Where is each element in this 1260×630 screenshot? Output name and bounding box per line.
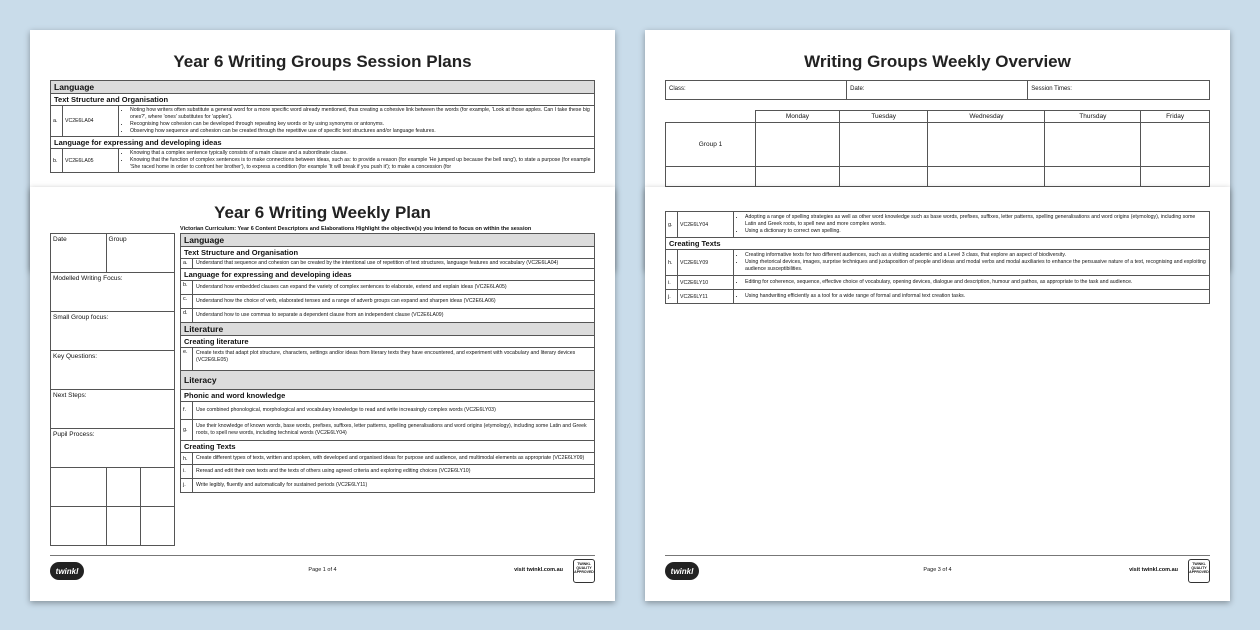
page-footer [50, 555, 595, 585]
grid-cell[interactable] [106, 468, 140, 507]
key-questions-field[interactable]: Key Questions: [51, 351, 175, 390]
pupil-process-field[interactable]: Pupil Process: [51, 429, 175, 468]
group-1-label: Group 1 [666, 123, 756, 167]
cell[interactable] [756, 123, 840, 167]
table-row[interactable]: g. Use their knowledge of known words, base words, prefixes, suffixes, letter patterns, spelling generalisations and word origins (etymology), including some Latin and Greek roots, to spell new words, including technical words (VC2E6LY04) [181, 420, 595, 441]
session-plans-table [50, 80, 595, 173]
table-row[interactable]: e. Create texts that adapt plot structure, characters, settings and/or ideas from literary texts they have encountered, and experiment with vocabulary and literary devices (VC2E6LE05) [181, 348, 595, 371]
table-row[interactable]: a. Understand that sequence and cohesion can be created by the intentional use of repetition of text structures, language features and vocabulary (VC2E6LA04) [181, 259, 595, 269]
page-footer [665, 555, 1210, 585]
page-number: Page 3 of 4 [923, 567, 952, 573]
day-monday: Monday [756, 111, 840, 123]
sub-creating-literature: Creating literature [181, 336, 595, 348]
grid-cell[interactable] [106, 507, 140, 546]
grid-cell[interactable] [140, 468, 174, 507]
overview-header-table [665, 80, 1210, 100]
table-row[interactable]: i. Reread and edit their own texts and the texts of others using agreed criteria and exploring editing choices (VC2E6LY10) [181, 465, 595, 479]
day-tuesday: Tuesday [839, 111, 928, 123]
table-row[interactable]: j. Write legibly, fluently and automatically for sustained periods (VC2E6LY11) [181, 479, 595, 493]
day-friday: Friday [1141, 111, 1210, 123]
quality-badge-icon: TWINKL QUALITY APPROVED [573, 559, 595, 583]
sub-text-structure: Text Structure and Organisation [181, 247, 595, 259]
sub-creating-texts: Creating Texts [666, 238, 1210, 250]
section-language: Language [51, 81, 595, 94]
next-steps-field[interactable]: Next Steps: [51, 390, 175, 429]
table-row[interactable]: h. Create different types of texts, written and spoken, with developed and organised ideas for purpose and audience, and multimodal elements as appropriate (VC2E6LY09) [181, 453, 595, 465]
session-times-field[interactable]: Session Times: [1028, 81, 1210, 100]
session-plans-title: Year 6 Writing Groups Session Plans [173, 52, 472, 71]
table-row: b. VC2E6LA05 • Knowing that a complex sentence typically consists of a main clause and a subordinate clause. • Knowing that the function of complex sentences is to make connections between ideas, such as: to provide a reason (for example 'He jumped up because the bell rang'), to state a purpose (for example 'She raced home in order to confront her brother'), to express a condition (for example 'It will break if you push it'); to make a concession (for [51, 149, 595, 173]
modelled-writing-field[interactable]: Modelled Writing Focus: [51, 273, 175, 312]
table-row: g. VC2E6LY04 • Adopting a range of spelling strategies as well as other word knowledge such as base words, prefixes, suffixes, letter patterns, spelling generalisations and word origins (etymology), including some Latin and Greek roots, to spell new and more complex words. • Using a dictionary to correct own spelling. [666, 212, 1210, 238]
sub-creating-texts: Creating Texts [181, 441, 595, 453]
grid-cell[interactable] [140, 507, 174, 546]
page-three-table [665, 211, 1210, 304]
table-row: i. VC2E6LY10 • Editing for coherence, sequence, effective choice of vocabulary, opening devices, dialogue and description, humour and pathos, as appropriate to the task and audience. [666, 276, 1210, 290]
day-thursday: Thursday [1045, 111, 1141, 123]
cell[interactable] [928, 123, 1045, 167]
visit-link[interactable]: visit twinkl.com.au [1129, 567, 1178, 573]
sub-phonic: Phonic and word knowledge [181, 390, 595, 402]
cell[interactable] [1045, 123, 1141, 167]
table-row: j. VC2E6LY11 • Using handwriting efficiently as a tool for a wide range of formal and informal text creation tasks. [666, 290, 1210, 304]
table-row[interactable]: c. Understand how the choice of verb, elaborated tenses and a range of adverb groups can expand and sharpen ideas (VC2E6LA06) [181, 295, 595, 309]
weekly-overview-title: Writing Groups Weekly Overview [804, 52, 1071, 71]
page-three-sheet [645, 187, 1230, 601]
section-literature: Literature [181, 323, 595, 336]
small-group-field[interactable]: Small Group focus: [51, 312, 175, 351]
quality-badge-icon: TWINKL QUALITY APPROVED [1188, 559, 1210, 583]
table-row[interactable]: f. Use combined phonological, morphological and vocabulary knowledge to read and write increasingly complex words (VC2E6LY03) [181, 402, 595, 420]
visit-link[interactable]: visit twinkl.com.au [514, 567, 563, 573]
table-row: h. VC2E6LY09 • Creating informative texts for two different audiences, such as a visiting academic and a Level 3 class, that explore an aspect of biodiversity. • Using rhetorical devices, images, surprise techniques and juxtaposition of people and ideas and modal verbs and modal auxiliaries to enhance the persuasive nature of a text, recognising and exploiting audience susceptibilities. [666, 250, 1210, 276]
overview-days-table [665, 110, 1210, 187]
table-row: a. VC2E6LA04 • Noting how writers often substitute a general word for a more specific word already mentioned, thus creating a cohesive link between the words (for example, 'Look at those apples. Can I take these big ones?', where 'ones' substitutes for 'apples'). • Recognising how cohesion can be developed through repeating key words or by using synonyms or antonyms. • Observing how sequence and cohesion can be created through the repetitive use of specific text structures and/or language features. [51, 106, 595, 137]
weekly-plan-title: Year 6 Writing Weekly Plan [214, 203, 431, 222]
sub-text-structure: Text Structure and Organisation [51, 94, 595, 106]
twinkl-logo[interactable]: twinkl [665, 562, 699, 580]
weekly-plan-sheet [30, 187, 615, 601]
date-field[interactable]: Date [51, 234, 107, 273]
day-wednesday: Wednesday [928, 111, 1045, 123]
table-row[interactable]: b. Understand how embedded clauses can expand the variety of complex sentences to elaborate, extend and explain ideas (VC2E6LA05) [181, 281, 595, 295]
page-number: Page 1 of 4 [308, 567, 337, 573]
sub-expressing: Language for expressing and developing ideas [51, 137, 595, 149]
grid-cell[interactable] [51, 468, 107, 507]
twinkl-logo[interactable]: twinkl [50, 562, 84, 580]
grid-cell[interactable] [51, 507, 107, 546]
curriculum-table [180, 233, 595, 493]
date-field[interactable]: Date: [847, 81, 1028, 100]
curriculum-header: Victorian Curriculum: Year 6 Content Descriptors and Elaborations Highlight the objective(s) you intend to focus on within the session [180, 226, 532, 232]
class-field[interactable]: Class: [666, 81, 847, 100]
cell[interactable] [839, 123, 928, 167]
section-language: Language [181, 234, 595, 247]
cell[interactable] [1141, 123, 1210, 167]
group-field[interactable]: Group [106, 234, 174, 273]
section-literacy: Literacy [181, 371, 595, 390]
plan-left-table [50, 233, 175, 546]
sub-expressing: Language for expressing and developing ideas [181, 269, 595, 281]
table-row[interactable]: d. Understand how to use commas to separate a dependent clause from an independent clause (VC2E6LA09) [181, 309, 595, 323]
